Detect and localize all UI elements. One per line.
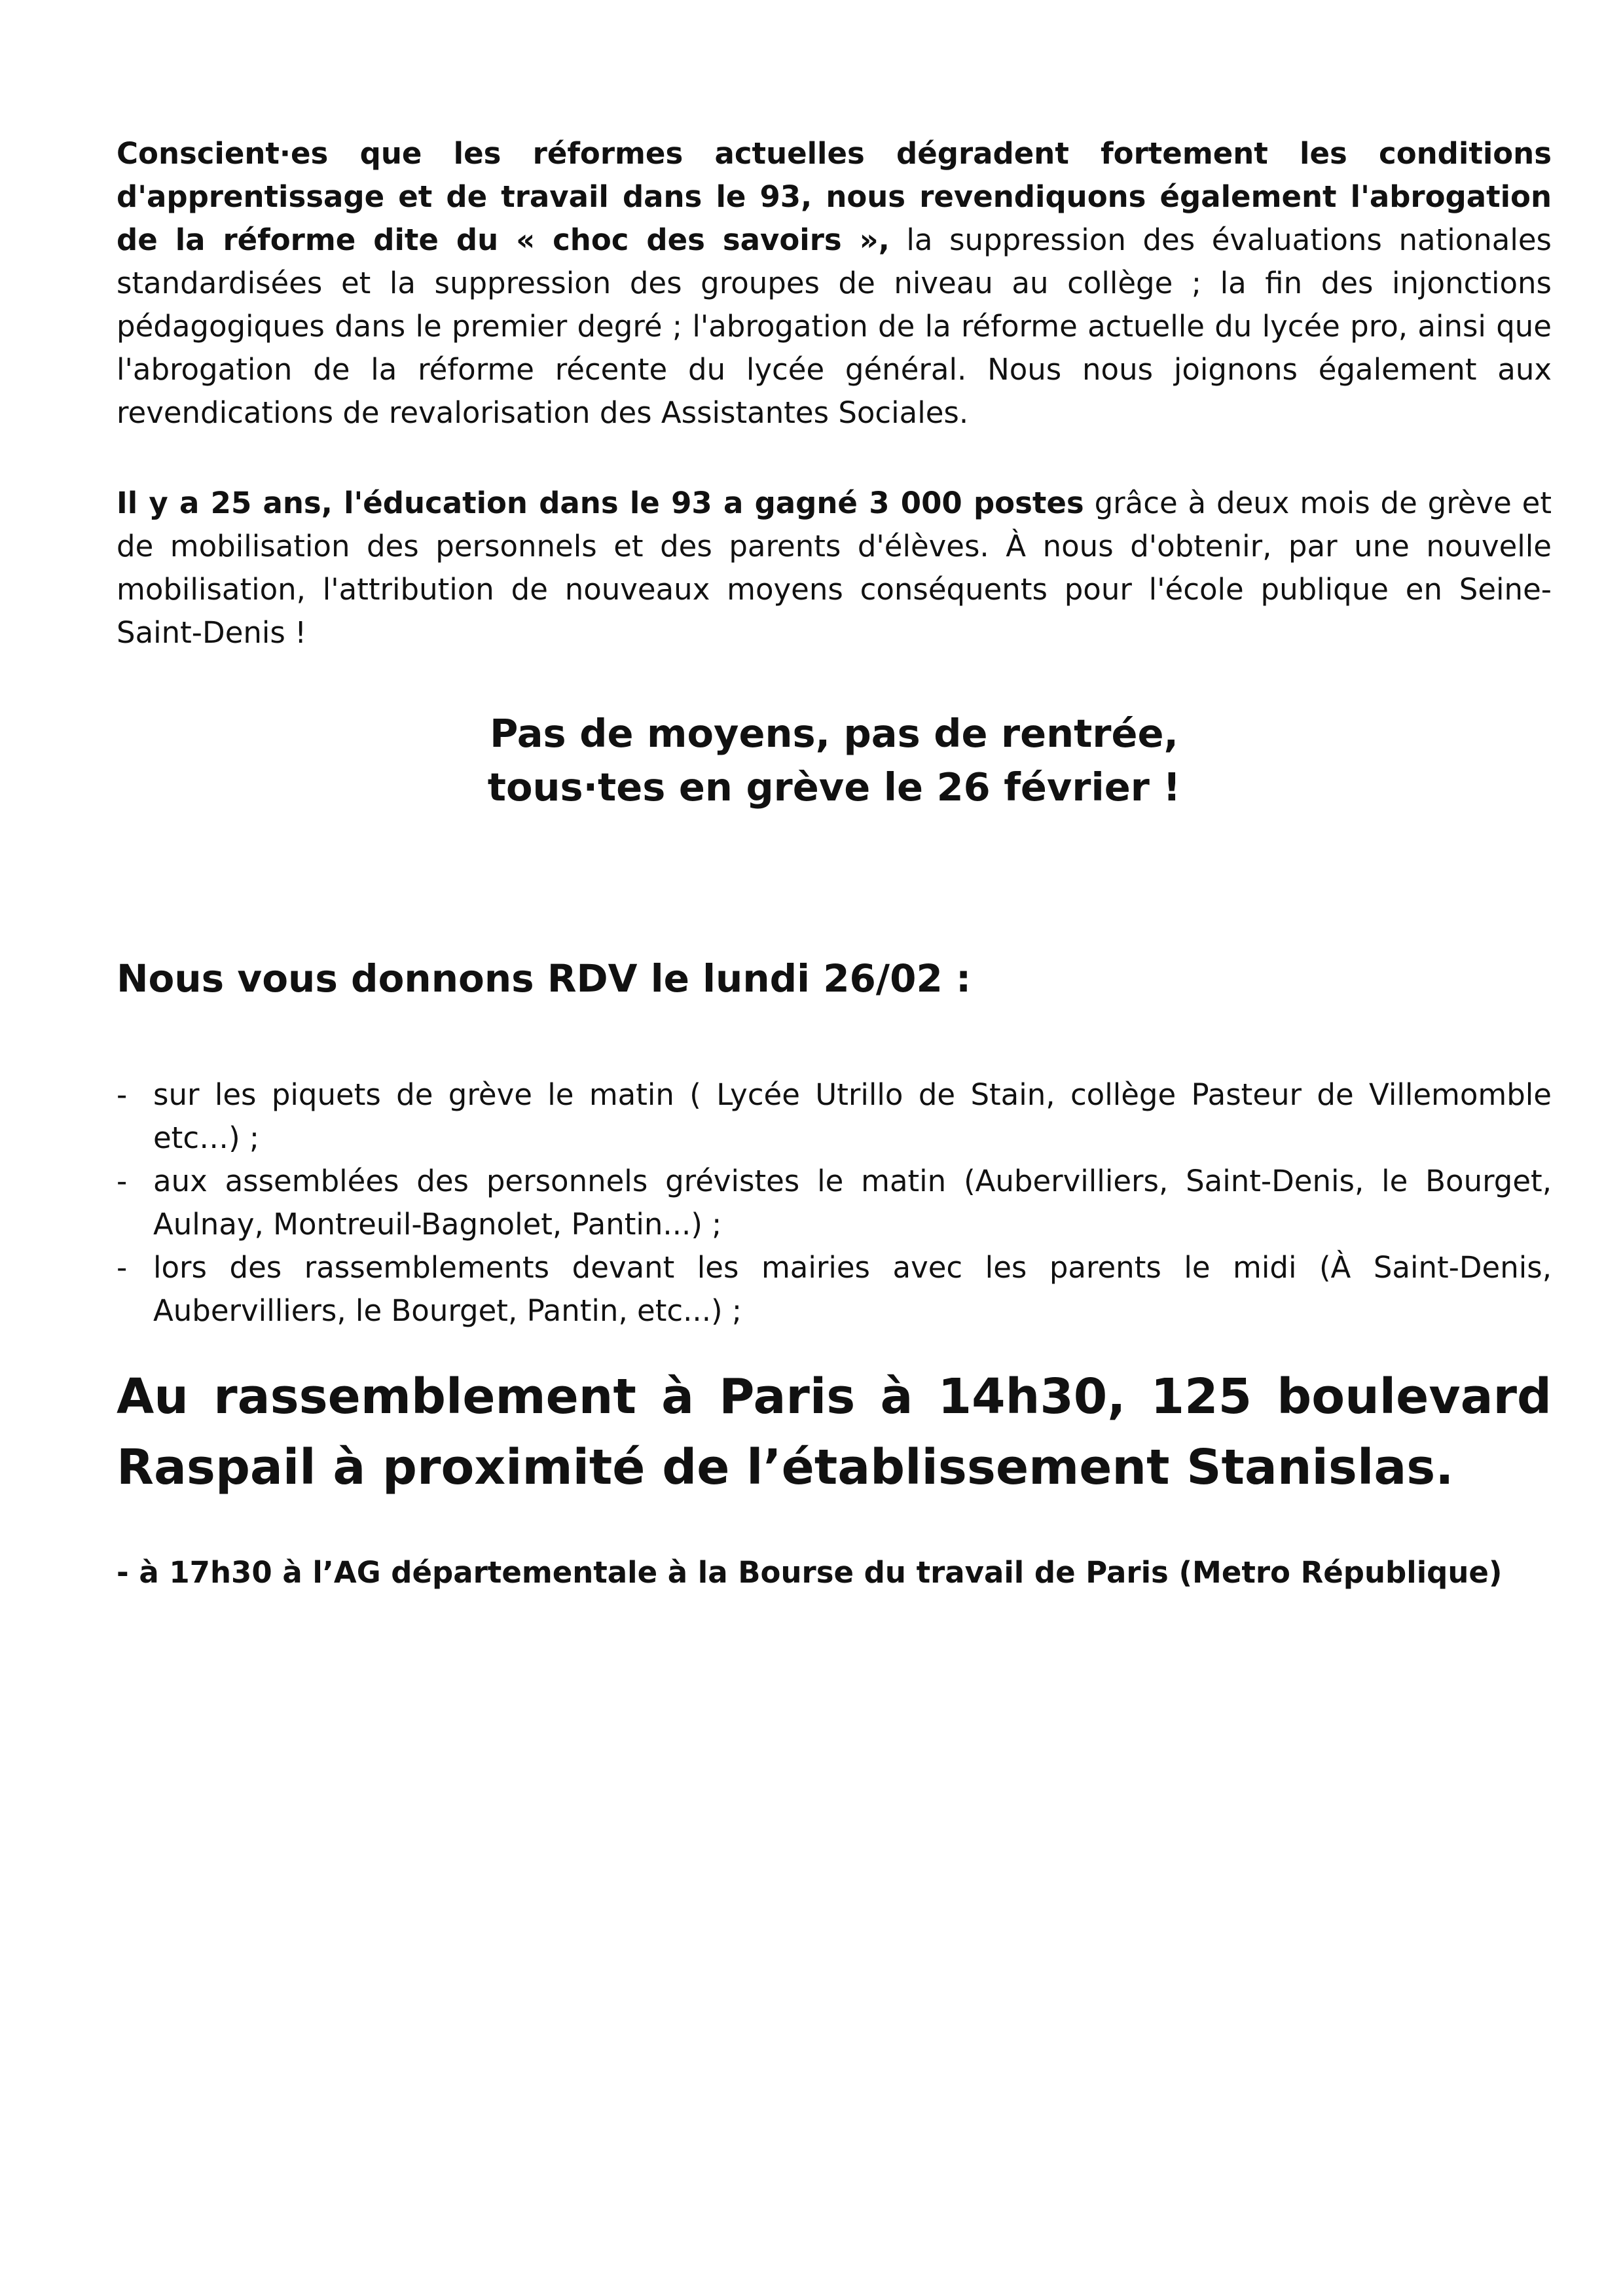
list-item-text: lors des rassemblements devant les mairies avec les parents le midi (À Saint-Denis, Aubervilliers, le Bourget, Pantin, etc...) ; [153,1250,1552,1328]
paragraph-history-body: grâce à deux mois de grève et de mobilisation des personnels et des parents d'élèves. À nous d'obtenir, par une nouvelle mobilisation, l'attribution de nouveaux moyens conséquents pour l'école publique en Seine-Saint-Denis ! [117,486,1552,650]
paragraph-history-lead: Il y a 25 ans, l'éducation dans le 93 a gagné 3 000 postes [117,486,1084,520]
rdv-list [117,1073,1552,1333]
paragraph-demands-body: la suppression des évaluations nationales standardisées et la suppression des groupes de niveau au collège ; la fin des injonctions pédagogiques dans le premier degré ; l'abrogation de la réforme actuelle du lycée pro, ainsi que l'abrogation de la réforme récente du lycée général. Nous nous joignons également aux revendications de revalorisation des Assistantes Sociales. [117,223,1552,430]
paris-rally-announcement: Au rassemblement à Paris à 14h30, 125 boulevard Raspail à proximité de l’établissement Stanislas. [117,1369,1552,1496]
ag-announcement: - à 17h30 à l’AG départementale à la Bourse du travail de Paris (Metro République) [117,1555,1503,1590]
list-item-text: sur les piquets de grève le matin ( Lycée Utrillo de Stain, collège Pasteur de Villemomble etc…) ; [153,1077,1552,1155]
list-item [117,1073,1552,1160]
list-item [117,1246,1552,1333]
paragraph-demands-lead: Conscient·es que les réformes actuelles dégradent fortement les conditions d'apprentissage et de travail dans le 93, nous revendiquons également l'abrogation de la réforme dite du « choc des savoirs », [117,136,1552,257]
list-dash: - [117,1250,128,1285]
paragraph-history [117,482,1552,655]
strike-slogan [117,707,1552,814]
list-item-text: aux assemblées des personnels grévistes le matin (Aubervilliers, Saint-Denis, le Bourget, Aulnay, Montreuil-Bagnolet, Pantin...) ; [153,1164,1552,1242]
paragraph-demands [117,132,1552,435]
slogan-line-2: tous·tes en grève le 26 février ! [487,764,1181,810]
slogan-line-1: Pas de moyens, pas de rentrée, [490,711,1178,756]
rdv-heading: Nous vous donnons RDV le lundi 26/02 : [117,956,972,1001]
list-dash: - [117,1164,128,1198]
list-item [117,1160,1552,1246]
list-dash: - [117,1077,128,1112]
